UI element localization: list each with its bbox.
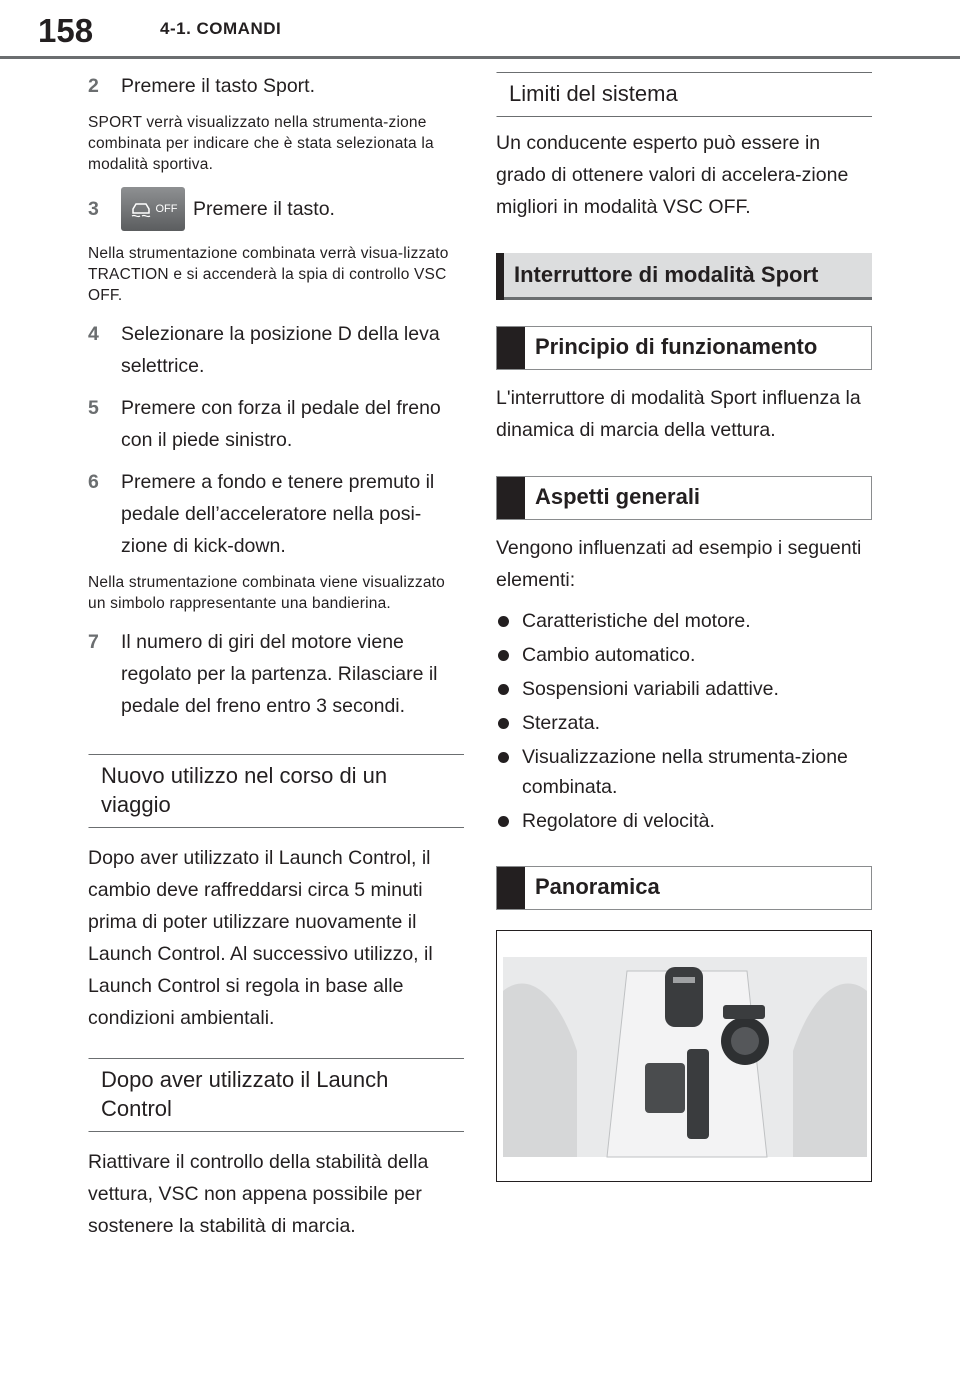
step-number: 6 <box>88 471 99 493</box>
note-sport-display: SPORT verrà visualizzato nella strumenta-zione combinata per indicare che è stata selezionata la modalità sportiva. <box>88 114 434 173</box>
step-text: Premere il tasto. <box>193 198 335 220</box>
step-2 <box>88 70 464 102</box>
bullet-list <box>496 606 872 836</box>
step-number: 4 <box>88 323 99 345</box>
list-item: Regolatore di velocità. <box>496 806 872 836</box>
section-title: 4-1. COMANDI <box>160 19 282 38</box>
step-text: Premere a fondo e tenere premuto il pedale dell’acceleratore nella posi-zione di kick-down. <box>121 471 435 557</box>
heading-after-launch: Dopo aver utilizzato il Launch Control <box>88 1058 464 1132</box>
step-7 <box>88 626 464 722</box>
step-number: 5 <box>88 397 99 419</box>
step-number: 3 <box>88 198 99 220</box>
heading-limits: Limiti del sistema <box>496 72 872 117</box>
header-rule <box>0 56 960 59</box>
step-3 <box>88 187 464 231</box>
console-svg <box>497 931 872 1181</box>
heading-overview: Panoramica <box>496 866 872 910</box>
step-text: Selezionare la posizione D della leva selettrice. <box>121 323 440 377</box>
list-item: Cambio automatico. <box>496 640 872 670</box>
heading-reuse: Nuovo utilizzo nel corso di un viaggio <box>88 754 464 828</box>
right-column <box>496 72 872 1182</box>
left-column <box>88 70 464 1252</box>
note-traction: Nella strumentazione combinata verrà visua-lizzato TRACTION e si accenderà la spia di controllo VSC OFF. <box>88 245 449 304</box>
para-reuse: Dopo aver utilizzato il Launch Control, il cambio deve raffreddarsi circa 5 minuti prima di poter utilizzare nuovamente il Launch Control. Al successivo utilizzo, il Launch Control si regola in base alle condizioni ambientali. <box>88 847 433 1029</box>
heading-principle: Principio di funzionamento <box>496 326 872 370</box>
para-general: Vengono influenzati ad esempio i seguenti elementi: <box>496 537 862 591</box>
list-item: Caratteristiche del motore. <box>496 606 872 636</box>
vsc-off-button-icon <box>121 187 185 231</box>
para-limits: Un conducente esperto può essere in grado di ottenere valori di accelera-zione migliori in modalità VSC OFF. <box>496 132 849 218</box>
page-number: 158 <box>38 12 94 49</box>
step-6 <box>88 466 464 562</box>
list-item: Sospensioni variabili adattive. <box>496 674 872 704</box>
center-console-illustration <box>496 930 872 1182</box>
step-text: Premere con forza il pedale del freno con il piede sinistro. <box>121 397 441 451</box>
step-5 <box>88 392 464 456</box>
heading-sport-switch: Interruttore di modalità Sport <box>496 253 872 300</box>
step-number: 7 <box>88 631 99 653</box>
para-principle: L'interruttore di modalità Sport influenza la dinamica di marcia della vettura. <box>496 387 861 441</box>
list-item: Sterzata. <box>496 708 872 738</box>
list-item: Visualizzazione nella strumenta-zione combinata. <box>496 742 872 802</box>
step-number: 2 <box>88 75 99 97</box>
car-skid-icon <box>129 200 153 218</box>
step-4 <box>88 318 464 382</box>
para-after-launch: Riattivare il controllo della stabilità della vettura, VSC non appena possibile per sostenere la stabilità di marcia. <box>88 1151 429 1237</box>
step-text: Il numero di giri del motore viene regolato per la partenza. Rilasciare il pedale del freno entro 3 secondi. <box>121 631 438 717</box>
step-text: Premere il tasto Sport. <box>121 75 315 97</box>
heading-general: Aspetti generali <box>496 476 872 520</box>
button-label: OFF <box>155 203 178 215</box>
note-flag-symbol: Nella strumentazione combinata viene visualizzato un simbolo rappresentante una bandierina. <box>88 574 446 612</box>
